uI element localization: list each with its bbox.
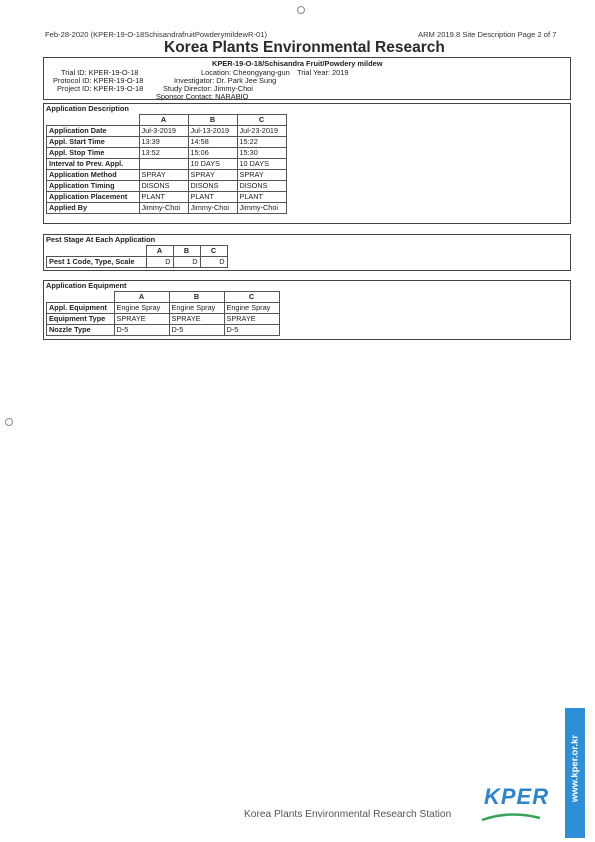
table-cell: D-5 xyxy=(224,325,279,336)
table-row xyxy=(47,257,228,268)
column-header: C xyxy=(224,292,279,303)
row-label: Appl. Stop Time xyxy=(47,148,140,159)
table-row xyxy=(47,303,280,314)
table-cell: Jimmy-Choi xyxy=(188,203,237,214)
column-header: B xyxy=(188,115,237,126)
row-label: Appl. Equipment xyxy=(47,303,115,314)
table-cell: DISONS xyxy=(237,181,286,192)
website-url: www.kper.or.kr xyxy=(569,734,581,803)
application-equipment-title: Application Equipment xyxy=(46,281,127,290)
row-label: Application Date xyxy=(47,126,140,137)
table-cell: D-5 xyxy=(169,325,224,336)
row-label: Application Timing xyxy=(47,181,140,192)
investigator: Investigator: Dr. Park Jee Sung xyxy=(174,76,277,85)
table-cell: D xyxy=(200,257,227,268)
sponsor-contact: Sponsor Contact: NARABIO xyxy=(156,92,249,101)
table-row xyxy=(47,159,287,170)
table-cell: PLANT xyxy=(139,192,188,203)
pest-stage-section xyxy=(43,234,571,271)
pest-stage-table xyxy=(46,245,228,268)
table-cell: SPRAYE xyxy=(224,314,279,325)
table-header-row xyxy=(47,292,280,303)
row-label: Pest 1 Code, Type, Scale xyxy=(47,257,147,268)
application-description-table xyxy=(46,114,287,214)
pest-stage-title: Pest Stage At Each Application xyxy=(46,235,156,244)
table-cell: Jul-13-2019 xyxy=(188,126,237,137)
trial-id: Trial ID: KPER-19-O-18 xyxy=(61,68,139,77)
table-cell: 15:06 xyxy=(188,148,237,159)
table-row xyxy=(47,181,287,192)
table-cell: SPRAY xyxy=(188,170,237,181)
column-header: C xyxy=(237,115,286,126)
table-cell: SPRAY xyxy=(139,170,188,181)
table-row xyxy=(47,325,280,336)
page-title: Korea Plants Environmental Research xyxy=(164,39,445,56)
table-cell: PLANT xyxy=(188,192,237,203)
row-label: Nozzle Type xyxy=(47,325,115,336)
fax-header-line: Feb-28-2020 (KPER-19-O-18SchisandrafruitPowderymildewR-01) xyxy=(45,30,267,39)
table-cell: Jul-23-2019 xyxy=(237,126,286,137)
table-cell: SPRAYE xyxy=(169,314,224,325)
kper-logo xyxy=(484,784,549,810)
punch-hole-top xyxy=(297,6,305,14)
column-header: A xyxy=(146,246,173,257)
table-header-row xyxy=(47,246,228,257)
table-cell: 10 DAYS xyxy=(237,159,286,170)
column-header: A xyxy=(114,292,169,303)
project-id: Project ID: KPER-19-O-18 xyxy=(57,84,144,93)
application-equipment-table xyxy=(46,291,280,336)
arm-page-line: ARM 2019.8 Site Description Page 2 of 7 xyxy=(418,30,557,39)
table-cell: SPRAY xyxy=(237,170,286,181)
table-cell: DISONS xyxy=(188,181,237,192)
table-cell: SPRAYE xyxy=(114,314,169,325)
table-row xyxy=(47,170,287,181)
table-cell xyxy=(139,159,188,170)
study-director: Study Director: Jimmy-Choi xyxy=(163,84,253,93)
website-sidebar xyxy=(565,708,585,838)
row-label: Applied By xyxy=(47,203,140,214)
column-header: B xyxy=(173,246,200,257)
table-cell: Engine Spray xyxy=(169,303,224,314)
row-label: Interval to Prev. Appl. xyxy=(47,159,140,170)
trial-year: Trial Year: 2019 xyxy=(297,68,349,77)
table-cell: Jimmy-Choi xyxy=(237,203,286,214)
row-label: Appl. Start Time xyxy=(47,137,140,148)
table-cell: DISONS xyxy=(139,181,188,192)
location: Location: Cheongyang-gun xyxy=(201,68,290,77)
protocol-id: Protocol ID: KPER-19-O-18 xyxy=(53,76,144,85)
table-cell: Jul-3-2019 xyxy=(139,126,188,137)
table-row xyxy=(47,148,287,159)
table-cell: Jimmy-Choi xyxy=(139,203,188,214)
table-cell: 14:58 xyxy=(188,137,237,148)
kper-logo-text: KPER xyxy=(484,784,550,809)
table-cell: 15:22 xyxy=(237,137,286,148)
table-cell: 15:30 xyxy=(237,148,286,159)
table-header-row xyxy=(47,115,287,126)
table-row xyxy=(47,192,287,203)
table-cell: 13:39 xyxy=(139,137,188,148)
table-row xyxy=(47,126,287,137)
punch-hole-left xyxy=(5,418,13,426)
application-description-title: Application Description xyxy=(46,104,129,113)
table-cell: 13:52 xyxy=(139,148,188,159)
table-row xyxy=(47,314,280,325)
row-label: Application Method xyxy=(47,170,140,181)
row-label: Equipment Type xyxy=(47,314,115,325)
application-equipment-section xyxy=(43,280,571,340)
footer-station-name: Korea Plants Environmental Research Station xyxy=(244,809,452,820)
trial-heading: KPER-19-O-18/Schisandra Fruit/Powdery mildew xyxy=(212,59,383,68)
table-cell: PLANT xyxy=(237,192,286,203)
table-cell: D-5 xyxy=(114,325,169,336)
trial-info-box xyxy=(43,57,571,100)
column-header: A xyxy=(139,115,188,126)
table-row xyxy=(47,203,287,214)
table-cell: D xyxy=(146,257,173,268)
table-cell: D xyxy=(173,257,200,268)
table-row xyxy=(47,137,287,148)
table-cell: 10 DAYS xyxy=(188,159,237,170)
logo-swoosh-icon xyxy=(480,812,542,822)
row-label: Application Placement xyxy=(47,192,140,203)
application-description-section xyxy=(43,103,571,224)
column-header: C xyxy=(200,246,227,257)
table-cell: Engine Spray xyxy=(224,303,279,314)
column-header: B xyxy=(169,292,224,303)
table-cell: Engine Spray xyxy=(114,303,169,314)
